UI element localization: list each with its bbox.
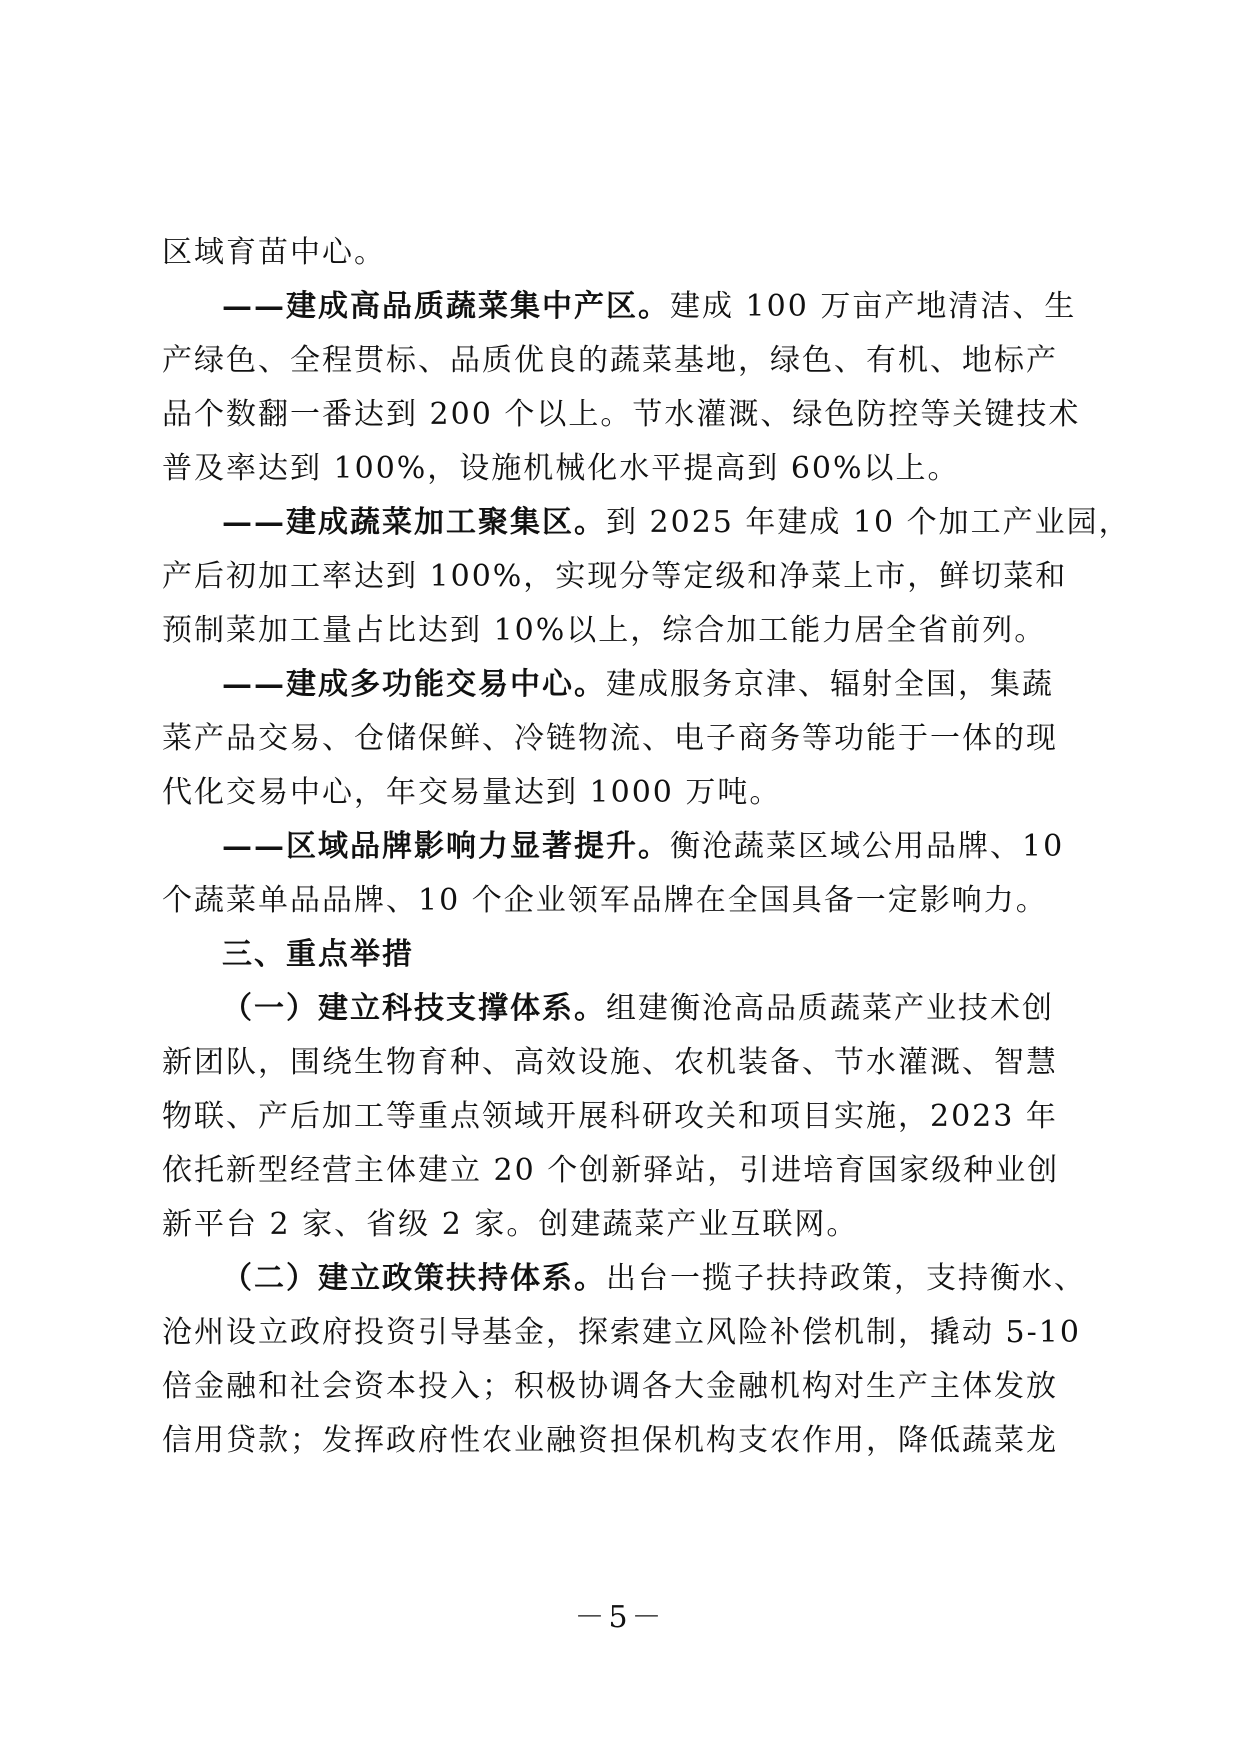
paragraph-lead: ——建成高品质蔬菜集中产区。 — [222, 289, 670, 324]
paragraph-line: ——区域品牌影响力显著提升。衡沧蔬菜区域公用品牌、10 — [222, 829, 1065, 864]
paragraph-line: 代化交易中心，年交易量达到 1000 万吨。 — [162, 775, 782, 810]
paragraph-lead: ——区域品牌影响力显著提升。 — [222, 829, 670, 864]
paragraph-line: 区域育苗中心。 — [162, 235, 386, 270]
paragraph-lead: （二）建立政策扶持体系。 — [222, 1261, 606, 1296]
paragraph-line: 菜产品交易、仓储保鲜、冷链物流、电子商务等功能于一体的现 — [162, 721, 1058, 756]
paragraph-line: ——建成蔬菜加工聚集区。到 2025 年建成 10 个加工产业园， — [222, 505, 1131, 540]
paragraph-line: 产后初加工率达到 100%，实现分等定级和净菜上市，鲜切菜和 — [162, 559, 1068, 594]
body-text — [162, 226, 1131, 1468]
paragraph-line: 沧州设立政府投资引导基金，探索建立风险补偿机制，撬动 5-10 — [162, 1315, 1081, 1350]
section-heading: 三、重点举措 — [222, 937, 414, 972]
paragraph-line: 品个数翻一番达到 200 个以上。节水灌溉、绿色防控等关键技术 — [162, 397, 1081, 432]
paragraph-lead: （一）建立科技支撑体系。 — [222, 991, 606, 1026]
paragraph-lead: ——建成蔬菜加工聚集区。 — [222, 505, 606, 540]
paragraph-line: ——建成高品质蔬菜集中产区。建成 100 万亩产地清洁、生 — [222, 289, 1077, 324]
paragraph-line: （一）建立科技支撑体系。组建衡沧高品质蔬菜产业技术创 — [222, 991, 1054, 1026]
page-number: －5－ — [574, 1600, 666, 1635]
paragraph-line: 个蔬菜单品品牌、10 个企业领军品牌在全国具备一定影响力。 — [162, 883, 1048, 918]
paragraph-line: 预制菜加工量占比达到 10%以上，综合加工能力居全省前列。 — [162, 613, 1047, 648]
paragraph-line: 信用贷款；发挥政府性农业融资担保机构支农作用，降低蔬菜龙 — [162, 1423, 1058, 1458]
paragraph-line: 普及率达到 100%，设施机械化水平提高到 60%以上。 — [162, 451, 960, 486]
paragraph-line: ——建成多功能交易中心。建成服务京津、辐射全国，集蔬 — [222, 667, 1054, 702]
paragraph-lead: ——建成多功能交易中心。 — [222, 667, 606, 702]
paragraph-line: （二）建立政策扶持体系。出台一揽子扶持政策，支持衡水、 — [222, 1261, 1086, 1296]
paragraph-line: 新团队，围绕生物育种、高效设施、农机装备、节水灌溉、智慧 — [162, 1045, 1058, 1080]
paragraph-line: 新平台 2 家、省级 2 家。创建蔬菜产业互联网。 — [162, 1207, 859, 1242]
paragraph-line: 依托新型经营主体建立 20 个创新驿站，引进培育国家级种业创 — [162, 1153, 1060, 1188]
paragraph-line: 倍金融和社会资本投入；积极协调各大金融机构对生产主体发放 — [162, 1369, 1058, 1404]
paragraph-line: 产绿色、全程贯标、品质优良的蔬菜基地，绿色、有机、地标产 — [162, 343, 1058, 378]
paragraph-line: 物联、产后加工等重点领域开展科研攻关和项目实施，2023 年 — [162, 1099, 1058, 1134]
